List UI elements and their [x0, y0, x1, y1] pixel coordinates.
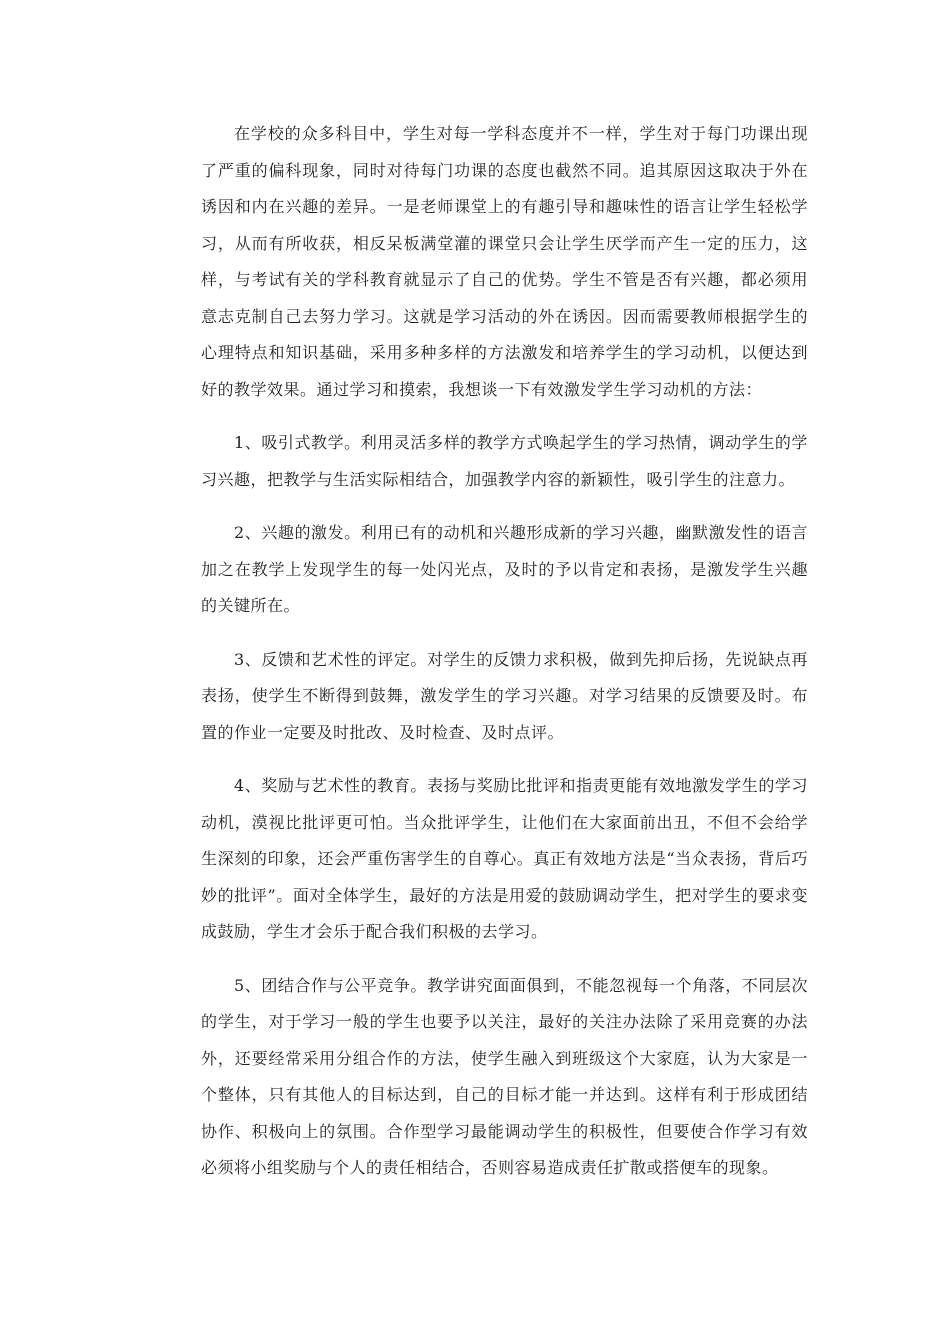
paragraph-item-1: 1、吸引式教学。利用灵活多样的教学方式唤起学生的学习热情，调动学生的学习兴趣，把教学与生活实际相结合，加强教学内容的新颖性，吸引学生的注意力。 [201, 433, 808, 489]
paragraph-item-2: 2、兴趣的激发。利用已有的动机和兴趣形成新的学习兴趣，幽默激发性的语言加之在教学上发现学生的每一处闪光点，及时的予以肯定和表扬，是激发学生兴趣的关键所在。 [201, 523, 808, 615]
paragraph-item-3: 3、反馈和艺术性的评定。对学生的反馈力求积极，做到先抑后扬，先说缺点再表扬，使学生不断得到鼓舞，激发学生的学习兴趣。对学习结果的反馈要及时。布置的作业一定要及时批改、及时检查、及时点评。 [201, 649, 808, 742]
document-body [201, 116, 808, 1187]
paragraph-item-5: 5、团结合作与公平竞争。教学讲究面面俱到，不能忽视每一个角落，不同层次的学生，对于学习一般的学生也要予以关注，最好的关注办法除了采用竞赛的办法外，还要经常采用分组合作的方法，使学生融入到班级这个大家庭，认为大家是一个整体，只有其他人的目标达到，自己的目标才能一并达到。这样有利于形成团结协作、积极向上的氛围。合作型学习最能调动学生的积极性，但要使合作学习有效必须将小组奖励与个人的责任相结合，否则容易造成责任扩散或搭便车的现象。 [201, 975, 808, 1177]
paragraph-item-4: 4、奖励与艺术性的教育。表扬与奖励比批评和指责更能有效地激发学生的学习动机，漠视比批评更可怕。当众批评学生，让他们在大家面前出丑，不但不会给学生深刻的印象，还会严重伤害学生的自尊心。真正有效地方法是“当众表扬，背后巧妙的批评”。面对全体学生，最好的方法是用爱的鼓励调动学生，把对学生的要求变成鼓励，学生才会乐于配合我们积极的去学习。 [201, 776, 808, 941]
paragraph-intro: 在学校的众多科目中，学生对每一学科态度并不一样，学生对于每门功课出现了严重的偏科现象，同时对待每门功课的态度也截然不同。追其原因这取决于外在诱因和内在兴趣的差异。一是老师课堂上的有趣引导和趣味性的语言让学生轻松学习，从而有所收获，相反呆板满堂灌的课堂只会让学生厌学而产生一定的压力，这样，与考试有关的学科教育就显示了自己的优势。学生不管是否有兴趣，都必须用意志克制自己去努力学习。这就是学习活动的外在诱因。因而需要教师根据学生的心理特点和知识基础，采用多种多样的方法激发和培养学生的学习动机，以便达到好的教学效果。通过学习和摸索，我想谈一下有效激发学生学习动机的方法： [201, 124, 808, 399]
